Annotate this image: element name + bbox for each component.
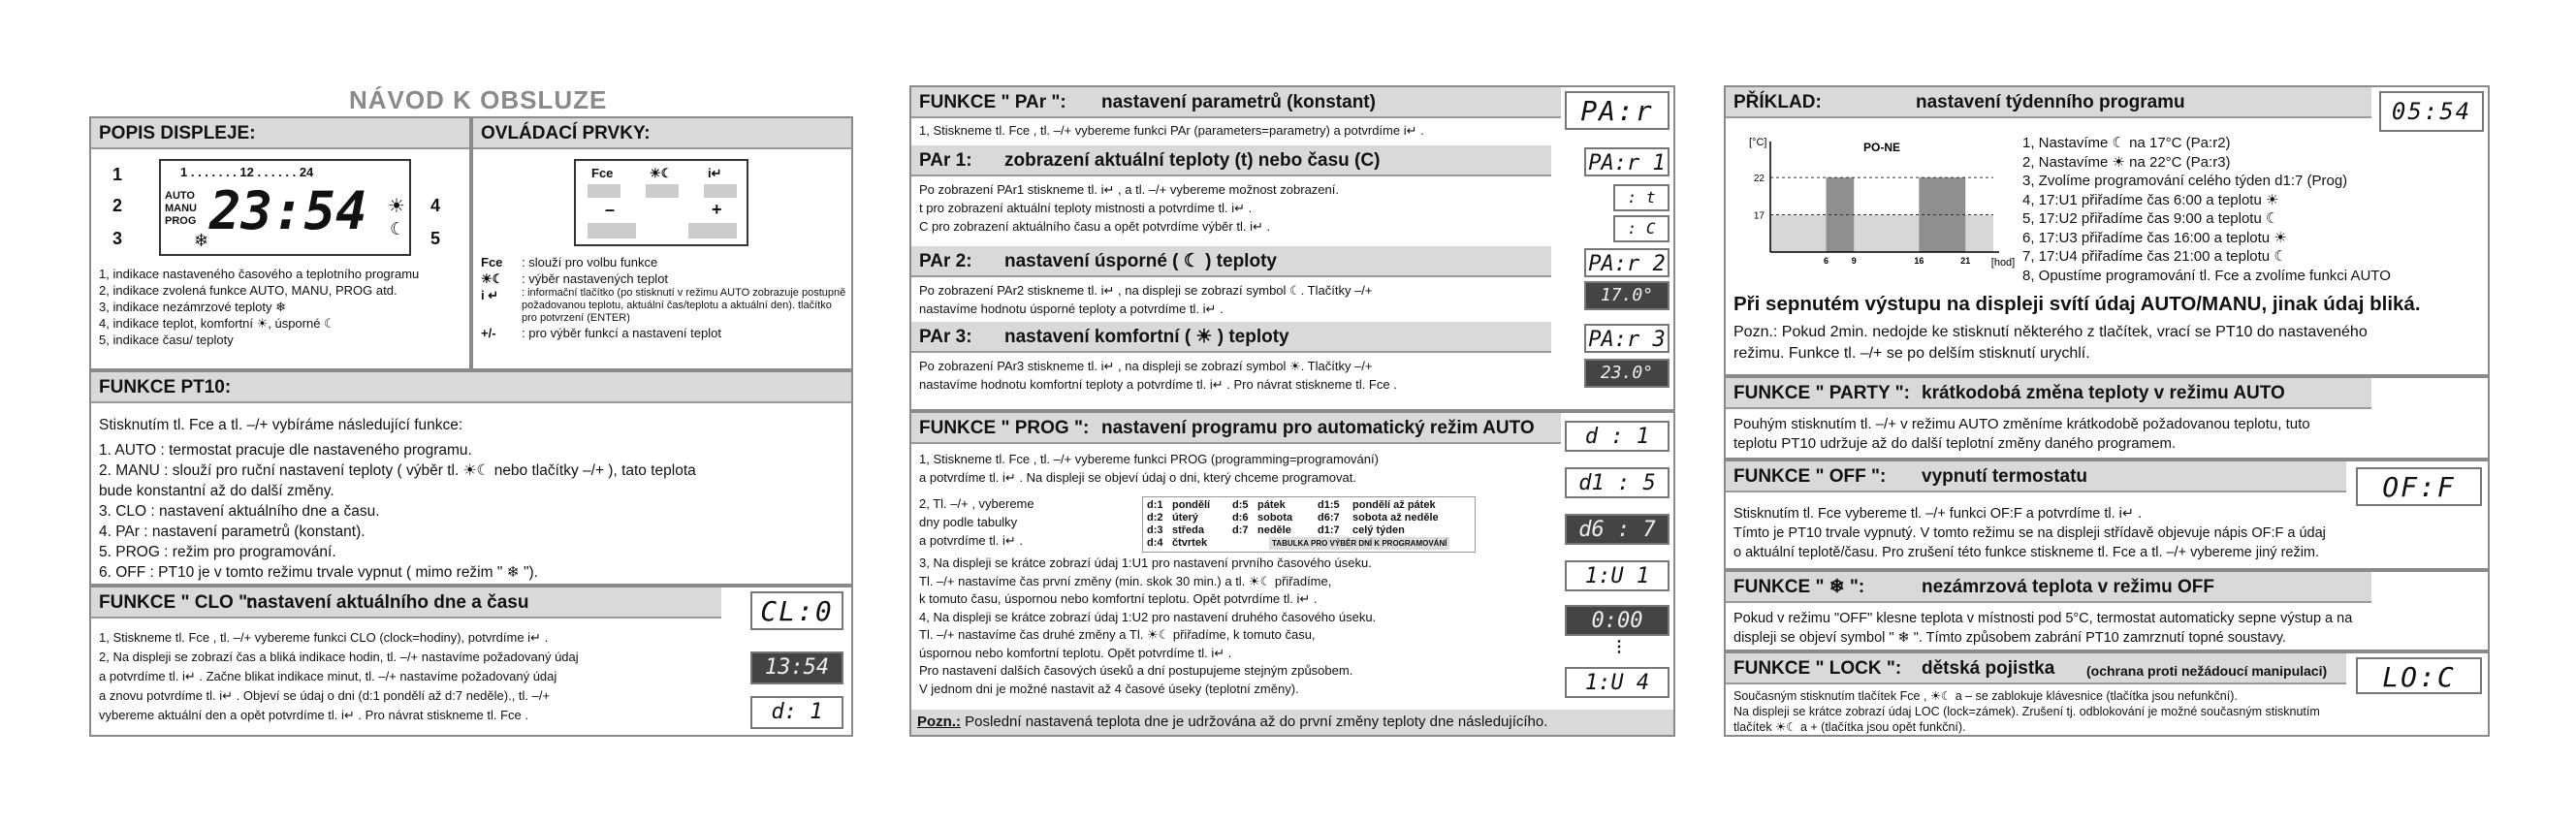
popis-legend: 1, indikace nastaveného časového a teplotního programu 2, indikace zvolená funkce AUTO, MANU, PROG atd. 3, indikace nezámrzové teploty ❄ 4, indikace teplot, komfortní ☀, úsporné ☾ 5, indikace času/ teploty — [99, 267, 420, 347]
prog-header: FUNKCE " PROG ": nastavení programu pro automatický režim AUTO — [911, 413, 1561, 444]
y-axis-label: [°C] — [1749, 137, 1767, 148]
off-text: Stisknutím tl. Fce vybereme tl. –/+ funkci OF:F a potvrdíme tl. i↵ . Tímto je PT10 trvale vypnutý. V tomto režimu se na displeji střídavě objevuje nápis OF:F a údaj o aktuální teplotě/času. Pro zrušení této funkce stiskneme tl. Fce a tl. –/+ vybereme jiný režim. — [1733, 506, 2326, 560]
right-panel — [1724, 0, 2490, 825]
lock-lcd: LO:C — [2356, 657, 2482, 694]
par1-lcd: PA:r 1 — [1584, 147, 1670, 176]
par1-c-lcd: : C — [1613, 215, 1670, 242]
popis-box — [89, 116, 471, 370]
y-tick-label: 22 — [1753, 174, 1765, 185]
par3-value-lcd: 23.0° — [1584, 359, 1670, 388]
pt10-header: FUNKCE PT10: — [91, 372, 851, 403]
callout-3: 3 — [112, 229, 123, 248]
par2-text: Po zobrazení PAr2 stiskneme tl. i↵ , na displeji se zobrazí symbol ☾. Tlačítky –/+ nastavíme hodnotu úsporné teploty a potvrdíme tl. i↵ . — [919, 283, 1373, 316]
prog-note: Pozn.: Poslední nastavená teplota dne je udržována až do první změny teploty dne následujícího. — [911, 710, 1673, 735]
par2-value-lcd: 17.0° — [1584, 281, 1670, 310]
off-header: FUNKCE " OFF ": vypnutí termostatu — [1726, 461, 2346, 492]
prog-lcd-2: d1 : 5 — [1565, 467, 1670, 498]
prog-text-2: 3, Na displeji se krátce zobrazí údaj 1:U1 pro nastavení prvního časového úseku. Tl. –/+ nastavíme čas první změny (min. skok 30 min.) a tl. ☀☾ přiřadíme, k tomuto času, úspornou nebo komfortní teplotu. Opět potvrdíme tl. i↵ . 4, Na displeji se krátce zobrazí údaj 1:U2 pro nastavení druhého časového úseku. Tl. –/+ nastavíme čas druhé změny a Tl. ☀☾ přiřadíme, k tomuto času, úspornou nebo komfortní teplotu. Opět potvrdíme tl. i↵ . Pro nastavení dalších časových úseků a dní postupujeme stejným způsobem. V jednom dni je možné nastavit až 4 časové úseky (teplotní změny). — [919, 555, 1377, 696]
pt10-list: 1. AUTO : termostat pracuje dle nastaveného programu. 2. MANU : slouží pro ruční nastavení teploty ( výběr tl. ☀☾ nebo tlačítky –/+ ), tato teplota bude konstantní až do další změny. 3. CLO : nastavení aktuálního dne a času. 4. PAr : nastavení parametrů (konstant). 5. PROG : režim pro programování. 6. OFF : PT10 je v tomto režimu trvale vypnut ( mimo režim " ❄ "). — [99, 442, 696, 581]
display-drawing — [159, 159, 411, 256]
lock-box — [1724, 651, 2490, 737]
par-header: FUNKCE " PAr ": nastavení parametrů (konstant) — [911, 87, 1561, 118]
callout-5: 5 — [430, 229, 441, 248]
par1-text: Po zobrazení PAr1 stiskneme tl. i↵ , a tl. –/+ vybereme možnost zobrazení. t pro zobrazení aktuální teploty mistnosti a potvrdíme tl. i↵ . C pro zobrazení aktuálního času a opět potvrdíme výběr tl. i↵ . — [919, 182, 1339, 234]
par3-lcd: PA:r 3 — [1584, 324, 1670, 353]
prog-lcd-6: 1:U 4 — [1565, 667, 1670, 698]
par1-t-lcd: : t — [1613, 184, 1670, 211]
x-tick-label: 21 — [1960, 256, 1971, 266]
fce-key[interactable] — [588, 184, 620, 198]
callout-1: 1 — [112, 165, 123, 184]
x-tick-label: 6 — [1823, 256, 1829, 266]
moon-icon: ☾ — [390, 219, 406, 238]
frost-box — [1724, 570, 2490, 651]
off-box — [1724, 460, 2490, 570]
frost-header: FUNKCE " ❄ ": nezámrzová teplota v režimu OFF — [1726, 572, 2371, 603]
clo-day-lcd: d: 1 — [750, 696, 843, 729]
snowflake-icon: ❄ — [194, 231, 209, 250]
clo-text: 1, Stiskneme tl. Fce , tl. –/+ vybereme funkci CLO (clock=hodiny), potvrdíme i↵ . 2, Na displeji se zobrazí čas a bliká indikace hodin, tl. –/+ nastavíme požadovaný údaj a potvrdíme tl. i↵ . Začne blikat indikace minut, tl. –/+ nastavíme požadovaný údaj a znovu potvrdíme tl. i↵ . Objeví se údaj o dni (d:1 pondělí až d:7 neděle)., tl. –/+ vybereme aktuální den a opět potvrdíme tl. i↵ . Pro návrat stiskneme tl. Fce . — [99, 630, 579, 722]
x-axis-label: [hod] — [1990, 257, 2016, 269]
days-caption: TABULKA PRO VÝBĚR DNÍ K PROGRAMOVÁNÍ — [1269, 537, 1449, 550]
prog-lcd-3: d6 : 7 — [1565, 514, 1670, 545]
clo-lcd: CL:0 — [750, 591, 843, 630]
par-box — [909, 85, 1675, 411]
mode-key[interactable] — [646, 184, 679, 198]
priklad-lcd: 05:54 — [2379, 91, 2484, 132]
minus-key[interactable] — [588, 223, 636, 238]
priklad-header: PŘÍKLAD: nastavení týdenního programu — [1726, 87, 2371, 118]
chart-title: PO-NE — [1862, 141, 1901, 154]
x-tick-label: 9 — [1851, 256, 1857, 266]
plus-key[interactable] — [688, 223, 737, 238]
par2-lcd: PA:r 2 — [1584, 248, 1670, 277]
frost-text: Pokud v režimu "OFF" klesne teplota v místnosti pod 5°C, termostat automaticky sepne výstup a na displeji se objeví symbol " ❄ ". Tímto způsobem zabrání PT10 zamrznutí topné soustavy. — [1733, 611, 2353, 646]
week-program-chart — [1732, 126, 2022, 281]
par-intro: 1, Stiskneme tl. Fce , tl. –/+ vybereme funkci PAr (parameters=parametry) a potvrdíme i↵ . — [919, 123, 1424, 138]
callout-4: 4 — [430, 196, 441, 215]
party-header: FUNKCE " PARTY ": krátkodobá změna teploty v režimu AUTO — [1726, 378, 2371, 409]
sun-icon: ☀ — [388, 196, 405, 217]
days-row: d:3 středa d:7 neděle d1:7 celý týden — [1147, 524, 1405, 536]
page-title: NÁVOD K OBSLUZE — [349, 85, 608, 114]
ovladaci-list: Fce : slouží pro volbu funkce ☀☾ : výběr nastavených teplot i ↵ : informační tlačítko (po stisknutí v režimu AUTO zobrazuje postupně požadovanou teplotu, aktuální čas/teplotu a aktuální den). tlačítko pro potvrzení (ENTER) +/- : pro výběr funkcí a nastavení teplot — [481, 255, 846, 340]
hour-ticks: 1 . . . . . . . 12 . . . . . . 24 — [180, 165, 314, 179]
ellipsis: ⋮ — [1611, 639, 1627, 655]
party-text: Pouhým stisknutím tl. –/+ v režimu AUTO změníme krátkodobě požadovanou teplotu, tuto teplotu PT10 udržuje až do další teplotní změny daného programem. — [1733, 416, 2310, 452]
clo-header: FUNKCE " CLO ": nastavení aktuálního dne a času — [91, 587, 721, 619]
days-table — [1142, 496, 1476, 553]
days-row: d:1 pondělí d:5 pátek d1:5 pondělí až pátek — [1147, 499, 1436, 511]
priklad-steps: 1, Nastavíme ☾ na 17°C (Pa:r2) 2, Nastavíme ☀ na 22°C (Pa:r3) 3, Zvolíme programování celého týden d1:7 (Prog) 4, 17:U1 přiřadíme čas 6:00 a teplotu ☀ 5, 17:U2 přiřadíme čas 9:00 a teplotu ☾ 6, 17:U3 přiřadíme čas 16:00 a teplotu ☀ 7, 17:U4 přiřadíme čas 21:00 a teplotu ☾ 8, Opustíme programování tl. Fce a zvolíme funkci AUTO — [2022, 135, 2391, 284]
keypad-drawing: Fce ☀☾ i↵ – + — [574, 159, 748, 246]
lock-text: Současným stisknutím tlačítek Fce , ☀☾ a – se zablokuje klávesnice (tlačítka jsou nefunkční). Na displeji se krátce zobrazí údaj LOC (lock=zámek). Zrušení tj. odblokování je možné současným stisknutím tlačítek ☀☾ a + (tlačítka jsou opět funkční). — [1733, 689, 2320, 734]
prog-lcd-4: 1:U 1 — [1565, 560, 1670, 591]
par3-header: PAr 3: nastavení komfortní ( ☀ ) teploty — [911, 322, 1551, 353]
clo-time-lcd: 13:54 — [750, 651, 843, 684]
prog-lcd-5: 0:00 — [1565, 605, 1670, 636]
days-row: d:4 čtvrtek TABULKA PRO VÝBĚR DNÍ K PROGRAMOVÁNÍ — [1147, 537, 1471, 550]
priklad-box — [1724, 85, 2490, 376]
left-panel — [0, 0, 873, 825]
prog-text-1: 1, Stiskneme tl. Fce , tl. –/+ vybereme funkci PROG (programming=programování) a potvrdíme tl. i↵ . Na displeji se objeví údaj o dni, který chceme programovat. 2, Tl. –/+ , vybereme dny podle tabulky a potvrdíme tl. i↵ . — [919, 452, 1379, 548]
mode-labels: AUTO MANU PROG — [165, 190, 197, 227]
par1-header: PAr 1: zobrazení aktuální teploty (t) nebo času (C) — [911, 145, 1551, 176]
days-row: d:2 úterý d:6 sobota d6:7 sobota až neděle — [1147, 512, 1439, 524]
par-lcd: PA:r — [1565, 91, 1670, 130]
ovladaci-header: OVLÁDACÍ PRVKY: — [473, 118, 851, 149]
time-digits: 23:54 — [209, 180, 367, 241]
x-tick-label: 16 — [1914, 256, 1924, 266]
prog-lcd-1: d : 1 — [1565, 421, 1670, 452]
pt10-intro: Stisknutím tl. Fce a tl. –/+ vybíráme následující funkce: — [99, 417, 463, 433]
popis-header: POPIS DISPLEJE: — [91, 118, 469, 149]
y-tick-label: 17 — [1753, 210, 1765, 222]
priklad-note: Pozn.: Pokud 2min. nedojde ke stisknutí některého z tlačítek, vrací se PT10 do nastaveného režimu. Funkce tl. –/+ se po delším stisknutí urychlí. — [1733, 324, 2368, 362]
par2-header: PAr 2: nastavení úsporné ( ☾ ) teploty — [911, 246, 1551, 277]
par3-text: Po zobrazení PAr3 stiskneme tl. i↵ , na displeji se zobrazí symbol ☀. Tlačítky –/+ nastavíme hodnotu komfortní teploty a potvrdíme tl. i↵ . Pro návrat stiskneme tl. Fce . — [919, 359, 1397, 392]
prog-box — [909, 411, 1675, 737]
party-box — [1724, 376, 2490, 460]
pt10-box — [89, 370, 853, 586]
priklad-bold-line: Při sepnutém výstupu na displeji svítí údaj AUTO/MANU, jinak údaj bliká. — [1733, 293, 2421, 315]
off-lcd: OF:F — [2356, 467, 2482, 506]
ovladaci-box — [471, 116, 853, 370]
middle-panel — [909, 0, 1675, 825]
lock-header: FUNKCE " LOCK ": dětská pojistka (ochrana proti nežádoucí manipulaci) — [1726, 653, 2346, 684]
callout-2: 2 — [112, 196, 123, 215]
clo-box — [89, 586, 853, 737]
info-key[interactable] — [704, 184, 737, 198]
